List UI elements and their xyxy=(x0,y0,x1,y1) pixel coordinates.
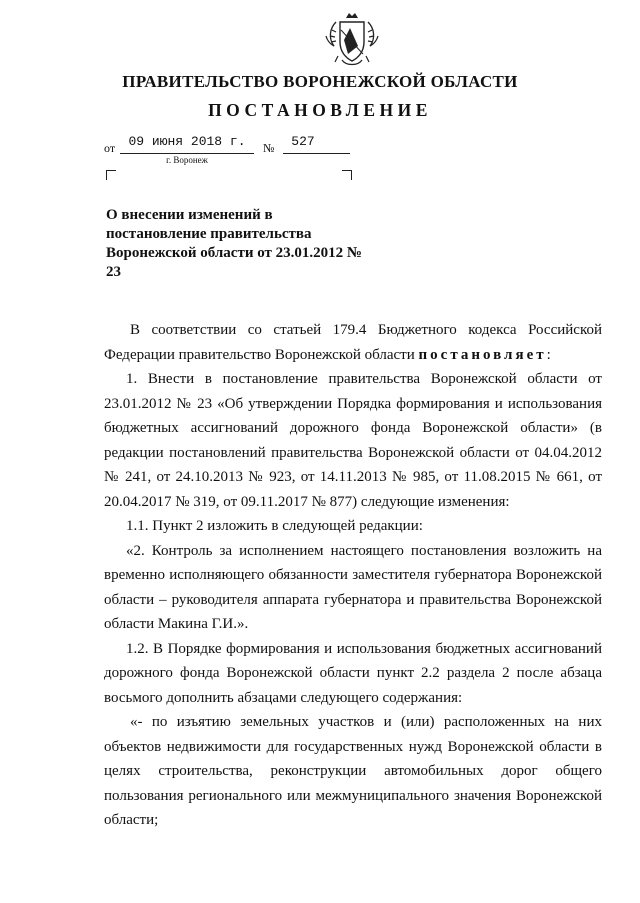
body-paragraph-item-1: 1. Внести в постановление правительства Воронежской области от 23.01.2012 № 23 «Об утверждении Порядка формирования и использования бюджетных ассигнований дорожного фонда Воронежской области» (в редакции постановлений правительства Воронежской области от 04.04.2012 № 241, от 24.10.2013 № 923, от 14.11.2013 № 985, от 11.08.2015 № 661, от 20.04.2017 № 319, от 09.11.2017 № 877) следующие изменения: xyxy=(104,371,602,510)
document-number: 527 xyxy=(291,134,315,149)
city-label: г. Воронеж xyxy=(166,155,208,165)
preamble-text: В соответствии со статьей 179.4 Бюджетного кодекса Российской Федерации правительство Воронежской области xyxy=(104,322,602,363)
body-paragraph-preamble xyxy=(104,318,602,367)
number-sign: № xyxy=(263,141,275,155)
number-underline xyxy=(283,153,350,154)
document-date: 09 июня 2018 г. xyxy=(128,134,246,149)
resolves-word: постановляет xyxy=(418,346,547,363)
date-underline xyxy=(120,153,254,154)
subject-corner-left xyxy=(106,170,116,180)
body-paragraph-item-1-1: 1.1. Пункт 2 изложить в следующей редакции: xyxy=(126,518,423,534)
preamble-colon: : xyxy=(546,346,551,363)
coat-of-arms-emblem xyxy=(324,10,380,68)
date-number-row xyxy=(0,132,640,172)
government-title: ПРАВИТЕЛЬСТВО ВОРОНЕЖСКОЙ ОБЛАСТИ xyxy=(122,72,518,91)
document-subject: О внесении изменений в постановление правительства Воронежской области от 23.01.2012 № 23 xyxy=(106,207,362,280)
document-body xyxy=(104,318,602,833)
document-type-title: ПОСТАНОВЛЕНИЕ xyxy=(208,100,432,120)
subject-corner-right xyxy=(342,170,352,180)
body-paragraph-item-1-2: 1.2. В Порядке формирования и использования бюджетных ассигнований дорожного фонда Воронежской области пункт 2.2 раздела 2 после абзаца восьмого дополнить абзацами следующего содержания: xyxy=(104,640,602,706)
body-paragraph-insert: «- по изъятию земельных участков и (или) расположенных на них объектов недвижимости для государственных нужд Воронежской области в целях строительства, реконструкции автомобильных дорог общего пользования регионального или межмуниципального значения Воронежской области; xyxy=(104,714,602,828)
body-paragraph-quote-2: «2. Контроль за исполнением настоящего постановления возложить на временно исполняющего обязанности заместителя губернатора Воронежской области – руководителя аппарата губернатора и правительства Воронежской области Макина Г.И.». xyxy=(104,542,602,632)
date-prefix: от xyxy=(104,141,116,155)
